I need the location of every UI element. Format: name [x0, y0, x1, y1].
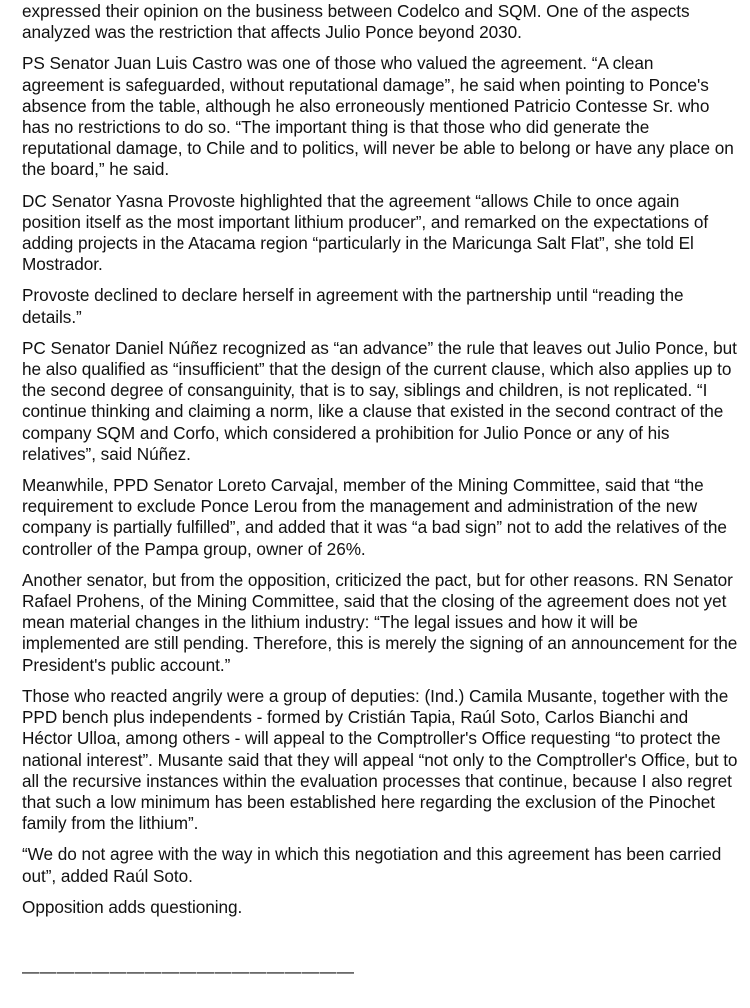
article-body: [22, 1, 738, 928]
paragraph-9: “We do not agree with the way in which this negotiation and this agreement has been carried out”, added Raúl Soto.: [22, 844, 722, 886]
paragraph-1: expressed their opinion on the business between Codelco and SQM. One of the aspects analyzed was the restriction that affects Julio Ponce beyond 2030.: [22, 1, 690, 43]
paragraph-4: Provoste declined to declare herself in agreement with the partnership until “reading the details.”: [22, 285, 684, 327]
paragraph-10: Opposition adds questioning.: [22, 896, 243, 917]
section-separator: ———————————————————: [22, 962, 355, 981]
paragraph-2: PS Senator Juan Luis Castro was one of those who valued the agreement. “A clean agreement is safeguarded, without reputational damage”, he said when pointing to Ponce's absence from the table, although he also erroneously mentioned Patricio Contesse Sr. who has no restrictions to do so. “The important thing is that those who did generate the reputational damage, to Chile and to politics, will never be able to belong or have any place on the board,” he said.: [22, 53, 734, 180]
paragraph-8: Those who reacted angrily were a group of deputies: (Ind.) Camila Musante, together with the PPD bench plus independents - formed by Cristián Tapia, Raúl Soto, Carlos Bianchi and Héctor Ulloa, among others - will appeal to the Comptroller's Office requesting “to protect the national interest”. Musante said that they will appeal “not only to the Comptroller's Office, but to all the recursive instances within the evaluation processes that continue, because I also regret that such a low minimum has been established here regarding the exclusion of the Pinochet family from the lithium”.: [22, 685, 738, 834]
paragraph-3: DC Senator Yasna Provoste highlighted that the agreement “allows Chile to once again position itself as the most important lithium producer”, and remarked on the expectations of adding projects in the Atacama region “particularly in the Maricunga Salt Flat”, she told El Mostrador.: [22, 190, 709, 275]
paragraph-5: PC Senator Daniel Núñez recognized as “an advance” the rule that leaves out Julio Ponce, but he also qualified as “insufficient” that the design of the current clause, which also applies up to the second degree of consanguinity, that is to say, siblings and children, is not replicated. “I continue thinking and claiming a norm, like a clause that existed in the second contract of the company SQM and Corfo, which considered a prohibition for Julio Ponce or any of his relatives”, said Núñez.: [22, 337, 737, 464]
paragraph-7: Another senator, but from the opposition, criticized the pact, but for other reasons. RN Senator Rafael Prohens, of the Mining Committee, said that the closing of the agreement does not yet mean material changes in the lithium industry: “The legal issues and how it will be implemented are still pending. Therefore, this is merely the signing of an announcement for the President's public account.”: [22, 569, 738, 675]
paragraph-6: Meanwhile, PPD Senator Loreto Carvajal, member of the Mining Committee, said that “the requirement to exclude Ponce Lerou from the management and administration of the new company is partially fulfilled”, and added that it was “a bad sign” not to add the relatives of the controller of the Pampa group, owner of 26%.: [22, 475, 727, 559]
